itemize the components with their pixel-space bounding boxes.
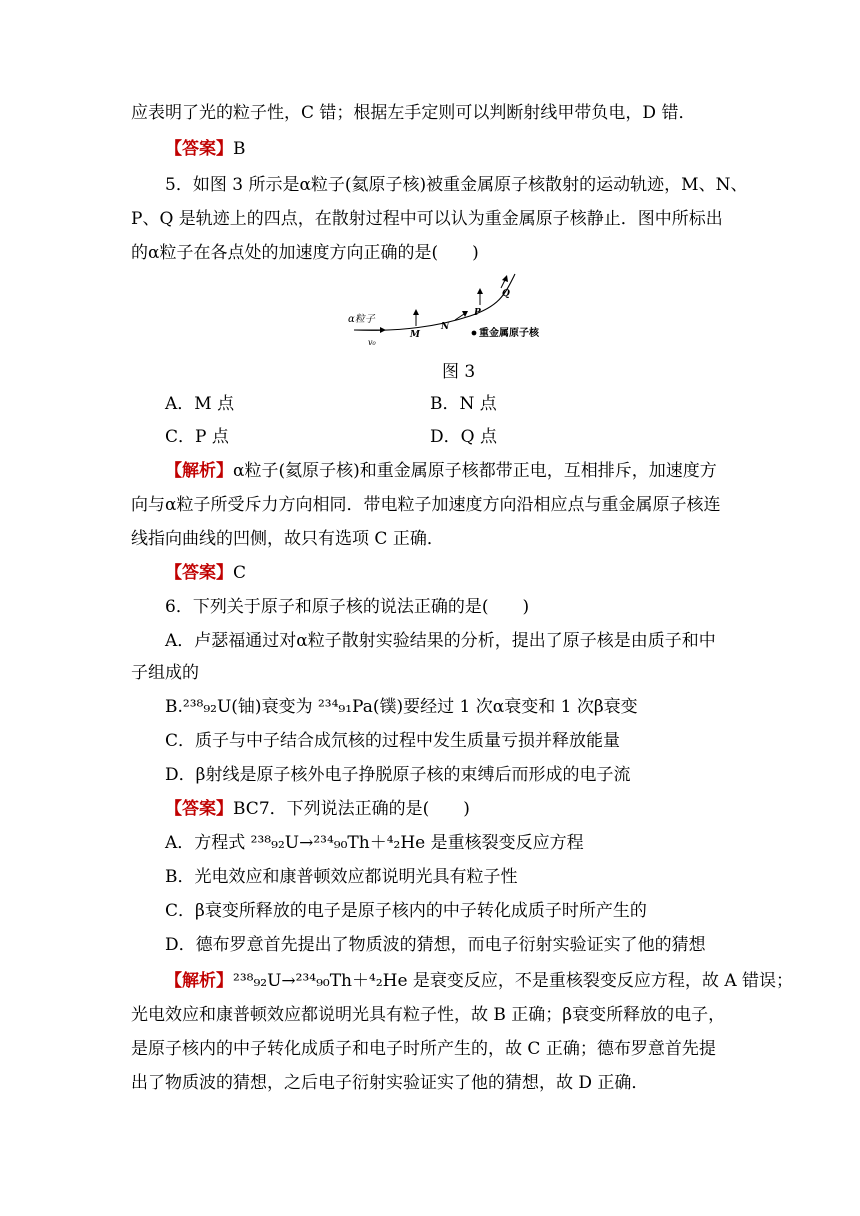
analysis-7-line-1 [165, 969, 793, 993]
label-v0: v₀ [368, 338, 376, 347]
answer-value: B [233, 139, 246, 159]
question-5-line-2: P、Q 是轨迹上的四点，在散射过程中可以认为重金属原子核静止．图中所标出 [131, 209, 723, 229]
analysis-7-line-4: 出了物质波的猜想，之后电子衍射实验证实了他的猜想，故 D 正确． [131, 1073, 649, 1093]
q6-option-c: C．质子与中子结合成氘核的过程中发生质量亏损并释放能量 [165, 731, 621, 751]
q6-option-a-line-2: 子组成的 [131, 663, 199, 683]
analysis-7-line-3: 是原子核内的中子转化成质子和电子时所产生的，故 C 正确；德布罗意首先提 [131, 1039, 716, 1059]
label-p: P [474, 308, 481, 318]
question-5-line-1: 5．如图 3 所示是α粒子(氦原子核)被重金属原子核散射的运动轨迹，M、N、 [165, 175, 748, 195]
q7-option-d: D．德布罗意首先提出了物质波的猜想，而电子衍射实验证实了他的猜想 [165, 935, 706, 955]
q5-option-d: D．Q 点 [430, 427, 497, 447]
figure-caption: 图 3 [442, 362, 476, 382]
q6-option-a-line-1: A．卢瑟福通过对α粒子散射实验结果的分析，提出了原子核是由质子和中 [165, 631, 716, 651]
v0-arrow [380, 327, 386, 333]
q7-option-a: A．方程式 ²³⁸₉₂U→²³⁴₉₀Th＋⁴₂He 是重核裂变反应方程 [165, 833, 584, 853]
label-alpha: α粒子 [348, 314, 375, 325]
answer-5-line [165, 561, 246, 585]
q-arrow [502, 275, 508, 282]
analysis-tag: 【解析】 [165, 461, 233, 481]
label-nucleus: 重金属原子核 [479, 328, 539, 339]
answer-line [165, 137, 246, 161]
m-arrow [413, 309, 419, 315]
analysis-text: α粒子(氦原子核)和重金属原子核都带正电，互相排斥，加速度方 [233, 461, 717, 481]
analysis-text: ²³⁸₉₂U→²³⁴₉₀Th＋⁴₂He 是衰变反应，不是重核裂变反应方程，故 A 错误； [233, 971, 794, 991]
q5-option-b: B．N 点 [430, 394, 497, 414]
scattering-diagram [340, 266, 580, 352]
q7-option-b: B．光电效应和康普顿效应都说明光具有粒子性 [165, 867, 518, 887]
q7-option-c: C．β衰变所释放的电子是原子核内的中子转化成质子时所产生的 [165, 901, 647, 921]
q5-option-a: A．M 点 [165, 394, 235, 414]
n-arrow [462, 311, 468, 317]
answer-tag: 【答案】 [165, 799, 233, 819]
trajectory-curve [354, 274, 515, 330]
scattering-figure [340, 266, 580, 352]
analysis-5-line-3: 线指向曲线的凹侧，故只有选项 C 正确． [131, 529, 444, 549]
analysis-5-line-2: 向与α粒子所受斥力方向相同．带电粒子加速度方向沿相应点与重金属原子核连 [131, 495, 721, 515]
analysis-7-line-2: 光电效应和康普顿效应都说明光具有粒子性，故 B 正确；β衰变所释放的电子， [131, 1005, 726, 1025]
answer-6-line [165, 797, 470, 821]
answer-tag: 【答案】 [165, 563, 233, 583]
nucleus-dot [472, 331, 477, 336]
q5-option-c: C．P 点 [165, 427, 229, 447]
p-arrow [477, 288, 483, 294]
text-line: 应表明了光的粒子性，C 错；根据左手定则可以判断射线甲带负电，D 错． [131, 103, 696, 123]
answer-value: C [233, 563, 247, 583]
label-m: M [410, 330, 420, 340]
label-n: N [441, 322, 450, 332]
analysis-tag: 【解析】 [165, 971, 233, 991]
question-6-stem: 6．下列关于原子和原子核的说法正确的是( ) [165, 597, 530, 617]
answer-and-question-7: BC7．下列说法正确的是( ) [233, 799, 470, 819]
analysis-5-line-1 [165, 459, 717, 483]
answer-tag: 【答案】 [165, 139, 233, 159]
q6-option-d: D．β射线是原子核外电子挣脱原子核的束缚后而形成的电子流 [165, 765, 631, 785]
label-q: Q [502, 289, 510, 299]
question-5-line-3: 的α粒子在各点处的加速度方向正确的是( ) [131, 243, 479, 263]
q6-option-b: B.²³⁸₉₂U(铀)衰变为 ²³⁴₉₁Pa(镤)要经过 1 次α衰变和 1 次β衰变 [165, 697, 638, 717]
